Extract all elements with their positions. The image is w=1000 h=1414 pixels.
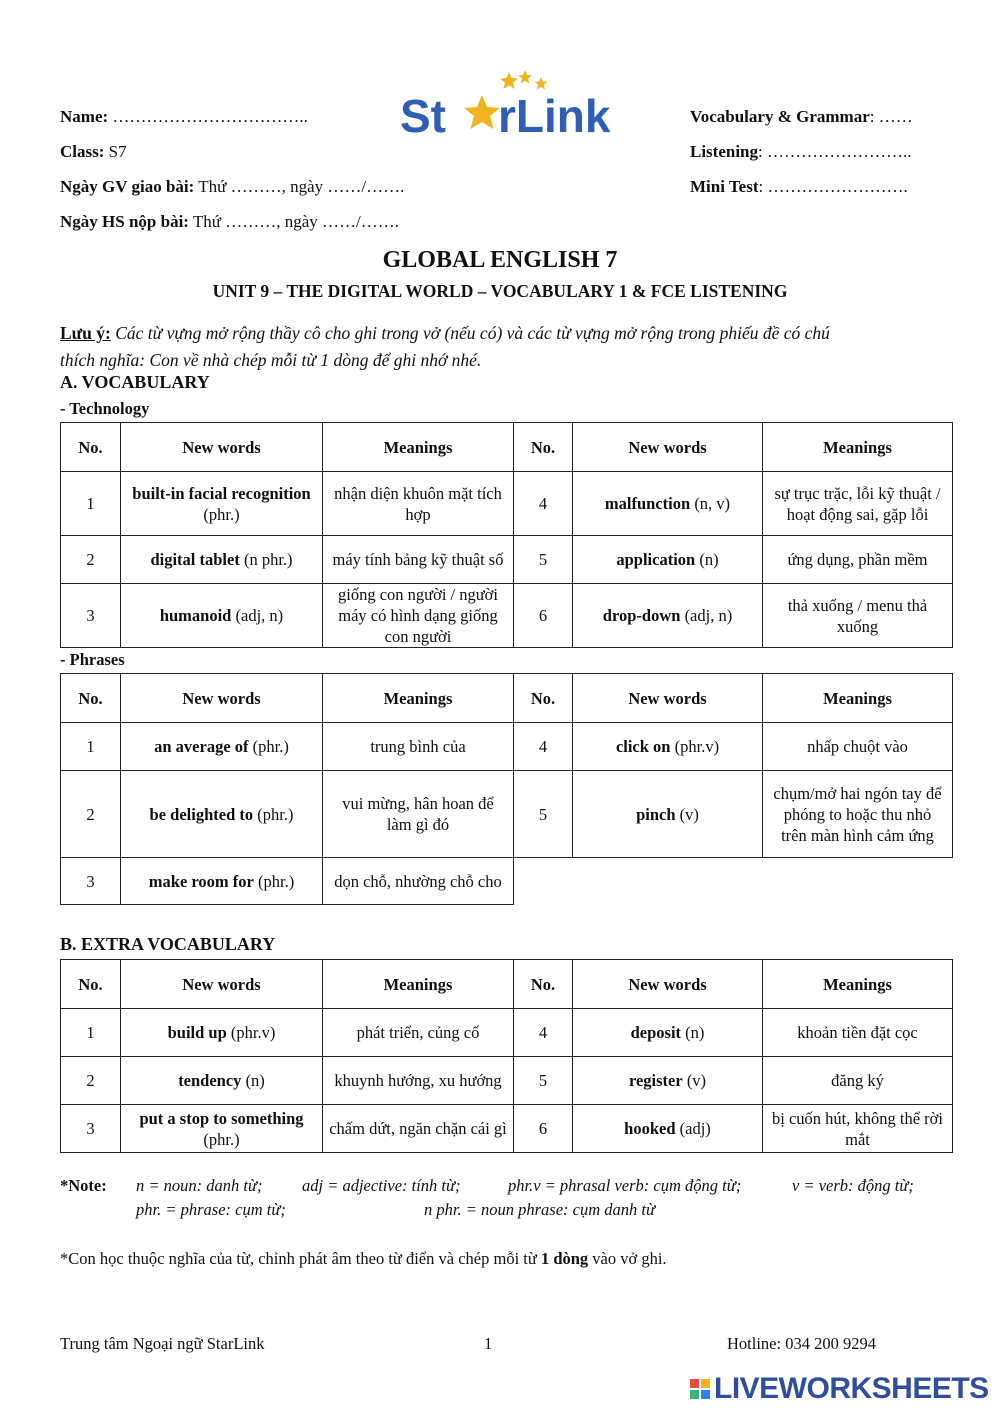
entry-word	[121, 536, 323, 584]
svg-text:rLink: rLink	[498, 90, 611, 140]
entry-word	[573, 771, 763, 858]
entry-word	[573, 1009, 763, 1057]
name-label: Name:	[60, 107, 109, 126]
entry-headword: make room for	[148, 871, 254, 891]
entry-number: 3	[61, 1105, 121, 1153]
entry-part-of-speech: (phr.)	[252, 737, 289, 756]
entry-word	[573, 723, 763, 771]
empty-cell	[514, 858, 573, 905]
table-row	[61, 858, 953, 905]
technology-subheading: - Technology	[60, 399, 150, 418]
column-header-words: New words	[121, 674, 323, 723]
entry-headword: hooked	[624, 1119, 676, 1138]
entry-number: 2	[61, 1057, 121, 1105]
footer-page-number: 1	[484, 1334, 493, 1353]
entry-word	[573, 1057, 763, 1105]
entry-number: 5	[514, 536, 573, 584]
table-row	[61, 536, 953, 584]
note-text: Các từ vựng mở rộng thầy cô cho ghi trong vở (nếu có) và các từ vựng mở rộng trong phiếu đề có chú	[115, 323, 830, 343]
entry-part-of-speech: (n)	[245, 1071, 265, 1090]
submit-date-label: Ngày HS nộp bài:	[60, 212, 189, 231]
entry-meaning: dọn chỗ, nhường chỗ cho	[323, 858, 514, 905]
entry-number: 1	[61, 472, 121, 536]
vocab-score-line	[690, 107, 913, 127]
column-header-meanings: Meanings	[323, 423, 514, 472]
listening-score-label: Listening	[690, 142, 759, 161]
table-row	[61, 723, 953, 771]
table-row	[61, 1009, 953, 1057]
column-header-words: New words	[573, 674, 763, 723]
table-header-row	[61, 423, 953, 472]
entry-headword: digital tablet	[150, 550, 240, 569]
empty-cell	[573, 858, 763, 905]
entry-word	[121, 472, 323, 536]
abbrev-phrv: phr.v = phrasal verb: cụm động từ;	[508, 1176, 742, 1195]
entry-word	[573, 584, 763, 648]
entry-part-of-speech: (n)	[699, 550, 719, 569]
entry-part-of-speech: (n phr.)	[243, 550, 293, 569]
entry-headword: an average of	[154, 737, 249, 756]
entry-word	[121, 1009, 323, 1057]
vocab-score-field[interactable]: : ……	[869, 107, 913, 126]
entry-number: 2	[61, 771, 121, 858]
entry-headword: deposit	[630, 1023, 682, 1042]
entry-meaning: bị cuốn hút, không thể rời mắt	[763, 1105, 953, 1153]
abbrev-adj: adj = adjective: tính từ;	[302, 1176, 461, 1195]
class-line	[60, 142, 127, 162]
entry-meaning: chụm/mở hai ngón tay để phóng to hoặc thu nhỏ trên màn hình cảm ứng	[763, 771, 953, 858]
entry-meaning: vui mừng, hân hoan để làm gì đó	[323, 771, 514, 858]
name-field[interactable]: ……………………………..	[112, 107, 308, 126]
footer-hotline: Hotline: 034 200 9294	[727, 1334, 876, 1353]
class-label: Class:	[60, 142, 105, 161]
entry-number: 6	[514, 584, 573, 648]
entry-meaning: trung bình của	[323, 723, 514, 771]
name-line	[60, 107, 308, 127]
note-label: Lưu ý:	[60, 323, 111, 343]
page-subtitle: UNIT 9 – THE DIGITAL WORLD – VOCABULARY 1 & FCE LISTENING	[212, 281, 788, 301]
column-header-no: No.	[61, 423, 121, 472]
technology-table	[60, 422, 953, 648]
page-title: GLOBAL ENGLISH 7	[382, 247, 618, 273]
table-row	[61, 771, 953, 858]
entry-headword: put a stop to something	[139, 1108, 304, 1128]
listening-score-line	[690, 142, 912, 162]
column-header-words: New words	[121, 423, 323, 472]
entry-headword: built-in facial recognition	[132, 483, 311, 503]
entry-part-of-speech: (adj)	[679, 1119, 711, 1138]
table-row	[61, 1105, 953, 1153]
entry-word	[573, 536, 763, 584]
entry-meaning: nhận diện khuôn mặt tích hợp	[323, 472, 514, 536]
entry-headword: drop-down	[602, 606, 681, 625]
submit-date-field[interactable]: Thứ ………, ngày ……/…….	[192, 212, 400, 231]
column-header-meanings: Meanings	[763, 423, 953, 472]
column-header-no: No.	[514, 674, 573, 723]
table-row	[61, 1057, 953, 1105]
entry-headword: malfunction	[604, 494, 691, 513]
note-paragraph	[60, 320, 830, 374]
assign-date-field[interactable]: Thứ ………, ngày ……/…….	[198, 177, 405, 196]
instruction-line: *Con học thuộc nghĩa của từ, chỉnh phát âm theo từ điển và chép mỗi từ 1 dòng vào vở ghi.	[60, 1249, 667, 1268]
entry-meaning: chấm dứt, ngăn chặn cái gì	[323, 1105, 514, 1153]
table-row	[61, 584, 953, 648]
assign-date-label: Ngày GV giao bài:	[60, 177, 195, 196]
entry-part-of-speech: (phr.v)	[674, 737, 720, 756]
empty-cell	[763, 858, 953, 905]
entry-headword: pinch	[636, 804, 676, 824]
entry-meaning: khuynh hướng, xu hướng	[323, 1057, 514, 1105]
class-value: S7	[108, 142, 127, 161]
entry-number: 3	[61, 584, 121, 648]
column-header-no: No.	[61, 960, 121, 1009]
liveworksheets-text: LIVEWORKSHEETS	[714, 1372, 989, 1405]
entry-part-of-speech: (phr.)	[203, 1129, 240, 1149]
entry-word	[573, 1105, 763, 1153]
entry-part-of-speech: (adj, n)	[235, 606, 284, 625]
column-header-words: New words	[573, 423, 763, 472]
entry-headword: humanoid	[159, 606, 232, 625]
entry-word	[573, 472, 763, 536]
entry-part-of-speech: (phr.)	[257, 804, 294, 824]
section-a-heading: A. VOCABULARY	[60, 372, 210, 392]
abbrev-v: v = verb: động từ;	[792, 1176, 914, 1195]
phrases-table	[60, 673, 953, 905]
entry-number: 5	[514, 1057, 573, 1105]
entry-headword: application	[616, 550, 696, 569]
entry-number: 6	[514, 1105, 573, 1153]
entry-word	[121, 771, 323, 858]
entry-number: 1	[61, 1009, 121, 1057]
liveworksheets-watermark[interactable]	[690, 1372, 989, 1406]
table-header-row	[61, 674, 953, 723]
entry-part-of-speech: (phr.v)	[230, 1023, 276, 1042]
column-header-words: New words	[573, 960, 763, 1009]
abbrev-note-label: *Note:	[60, 1176, 107, 1195]
entry-word	[121, 584, 323, 648]
listening-score-field[interactable]: : ……………………..	[758, 142, 912, 161]
entry-headword: register	[628, 1071, 683, 1090]
entry-meaning: nhấp chuột vào	[763, 723, 953, 771]
phrases-subheading: - Phrases	[60, 650, 125, 669]
entry-part-of-speech: (v)	[686, 1071, 707, 1090]
abbrev-nphr: n phr. = noun phrase: cụm danh từ	[424, 1200, 655, 1219]
abbrev-n: n = noun: danh từ;	[136, 1176, 263, 1195]
table-header-row	[61, 960, 953, 1009]
submit-date-line	[60, 212, 399, 232]
entry-meaning: khoản tiền đặt cọc	[763, 1009, 953, 1057]
minitest-score-label: Mini Test	[690, 177, 759, 196]
entry-meaning: thả xuống / menu thả xuống	[763, 584, 953, 648]
footer-center-name: Trung tâm Ngoại ngữ StarLink	[60, 1334, 265, 1353]
minitest-score-field[interactable]: : …………………….	[758, 177, 908, 196]
liveworksheets-logo-icon	[690, 1379, 710, 1399]
entry-number: 4	[514, 723, 573, 771]
entry-part-of-speech: (adj, n)	[684, 606, 733, 625]
extra-vocabulary-table	[60, 959, 953, 1153]
entry-number: 4	[514, 1009, 573, 1057]
assign-date-line	[60, 177, 404, 197]
column-header-no: No.	[514, 423, 573, 472]
entry-meaning: sự trục trặc, lỗi kỹ thuật / hoạt động sai, gặp lỗi	[763, 472, 953, 536]
entry-part-of-speech: (phr.)	[258, 871, 295, 891]
entry-part-of-speech: (phr.)	[203, 504, 240, 524]
entry-meaning: phát triển, củng cố	[323, 1009, 514, 1057]
table-row	[61, 472, 953, 536]
entry-number: 5	[514, 771, 573, 858]
entry-meaning: máy tính bảng kỹ thuật số	[323, 536, 514, 584]
column-header-words: New words	[121, 960, 323, 1009]
entry-part-of-speech: (v)	[679, 804, 699, 824]
note-text-2: thích nghĩa: Con về nhà chép mỗi từ 1 dòng để ghi nhớ nhé.	[60, 350, 482, 370]
minitest-score-line	[690, 177, 908, 197]
entry-headword: tendency	[178, 1071, 242, 1090]
entry-number: 3	[61, 858, 121, 905]
entry-part-of-speech: (n, v)	[694, 494, 731, 513]
column-header-no: No.	[61, 674, 121, 723]
entry-word	[121, 1105, 323, 1153]
entry-number: 1	[61, 723, 121, 771]
column-header-meanings: Meanings	[323, 674, 514, 723]
column-header-no: No.	[514, 960, 573, 1009]
entry-part-of-speech: (n)	[685, 1023, 705, 1042]
entry-meaning: đăng ký	[763, 1057, 953, 1105]
entry-word	[121, 858, 323, 905]
section-b-heading: B. EXTRA VOCABULARY	[60, 934, 276, 954]
entry-headword: be delighted to	[149, 804, 254, 824]
entry-number: 4	[514, 472, 573, 536]
column-header-meanings: Meanings	[763, 674, 953, 723]
entry-headword: build up	[167, 1023, 227, 1042]
entry-number: 2	[61, 536, 121, 584]
entry-meaning: ứng dụng, phần mềm	[763, 536, 953, 584]
entry-headword: click on	[615, 737, 671, 756]
column-header-meanings: Meanings	[323, 960, 514, 1009]
entry-word	[121, 1057, 323, 1105]
entry-word	[121, 723, 323, 771]
entry-meaning: giống con người / người máy có hình dạng giống con người	[323, 584, 514, 648]
svg-text:St: St	[400, 90, 446, 140]
starlink-logo	[398, 68, 628, 140]
abbrev-phr: phr. = phrase: cụm từ;	[136, 1200, 286, 1219]
vocab-score-label: Vocabulary & Grammar	[690, 107, 870, 126]
column-header-meanings: Meanings	[763, 960, 953, 1009]
